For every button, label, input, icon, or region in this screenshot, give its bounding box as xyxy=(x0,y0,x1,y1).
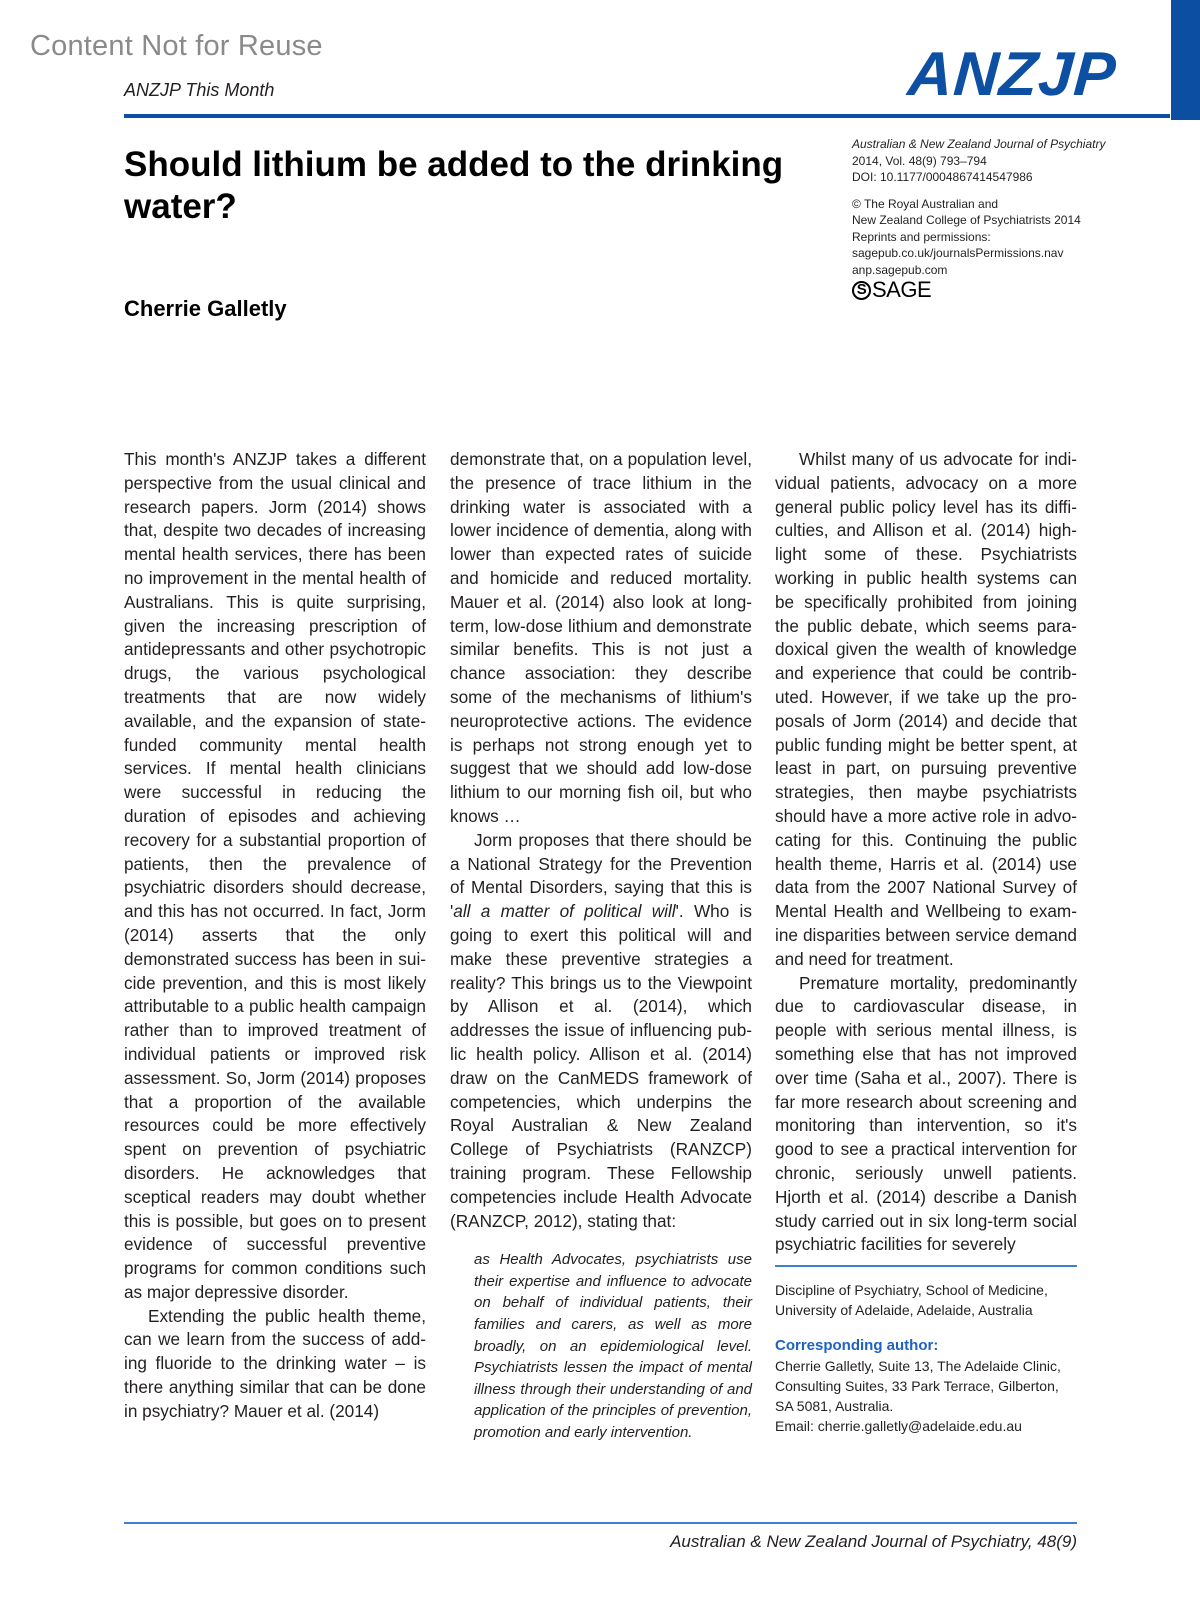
paragraph: Premature mortality, predominantly due to cardiovascular disease, in people with serious mental illness, is something else that has not improved over time (Saha et al., 2007). There is far more research about screening and monitoring than intervention, so it's good to see a practical intervention for chronic, seriously unwell patients. Hjorth et al. (2014) describe a Danish study carried out in six long-term social psychiatric facilities for severely xyxy=(775,972,1077,1255)
meta-reprints-link[interactable]: sagepub.co.uk/journalsPermissions.nav xyxy=(852,246,1064,260)
block-quote: as Health Advocates, psychiatrists use their expertise and influence to advocate on behalf of individual patients, their families and carers, as well as more broadly, on an epidemiological level. Psychiatrists lessen the impact of mental illness through their understanding of and application of the principles of prevention, promotion and early intervention. xyxy=(474,1251,752,1442)
brand-tab xyxy=(1171,0,1200,120)
sage-mark-icon: S xyxy=(852,281,871,300)
meta-journal-link[interactable]: anp.sagepub.com xyxy=(852,262,948,277)
affiliation-divider xyxy=(775,1265,1077,1267)
article-title: Should lithium be added to the drinking water? xyxy=(124,145,784,226)
watermark: Content Not for Reuse xyxy=(30,30,323,62)
body-column-3 xyxy=(775,448,1077,1257)
article-author: Cherrie Galletly xyxy=(124,296,287,321)
meta-volume: 2014, Vol. 48(9) 793–794 xyxy=(852,153,987,168)
publisher-logo xyxy=(852,277,1152,303)
header-divider xyxy=(124,114,1170,118)
meta-reprints: Reprints and permissions: xyxy=(852,229,991,244)
corresponding-address: Consulting Suites, 33 Park Terrace, Gilberton, xyxy=(775,1378,1059,1394)
paragraph: demonstrate that, on a population level, the presence of trace lithium in the drinking water is associated with a lower incidence of dementia, along with lower than expected rates of suicide and homicide and reduced mortality. Mauer et al. (2014) also look at long-term, low-dose lithium and demonstrate similar benefits. This is not just a chance association: they describe some of the mechanisms of lithium's neuroprotective actions. The evidence is perhaps not strong enough yet to suggest that we should add low-dose lithium to our morning fish oil, but who knows … xyxy=(450,449,752,826)
paragraph-text: Jorm proposes that there should be a National Strategy for the Prevention of Mental Disorders, saying that this is ' xyxy=(450,829,752,922)
paragraph-text: '. Who is going to exert this political will and make these preventive strategies a reality? This brings us to the Viewpoint by Allison et al. (2014), which addresses the issue of influencing public health policy. Allison et al. (2014) draw on the CanMEDS framework of competencies, which underpins the Royal Australian & New Zealand College of Psychiatrists (RANZCP) training program. These Fellowship competencies include Health Advocate (RANZCP, 2012), stating that: xyxy=(450,901,752,1231)
corresponding-author-label: Corresponding author: xyxy=(775,1337,939,1354)
journal-logo: ANZJP xyxy=(905,40,1119,109)
meta-copyright-1: © The Royal Australian and xyxy=(852,196,999,211)
meta-copyright-2: New Zealand College of Psychiatrists 2014 xyxy=(852,213,1081,227)
paragraph: This month's ANZJP takes a different perspective from the usual clinical and research papers. Jorm (2014) shows that, despite two decades of increasing mental health services, there has been no improvement in the mental health of Australians. This is quite surprising, given the increasing prescription of antidepressants and other psychotropic drugs, the various psychological treatments that are now widely available, and the expansion of state-funded community mental health services. If mental health clinicians were successful in reducing the duration of episodes and achieving recovery for a substantial proportion of patients, then the prevalence of psychiatric disorders should decrease, and this has not occurred. In fact, Jorm (2014) asserts that the only demonstrated success has been in suicide prevention, and this is most likely attributable to a public health campaign rather than to improved treatment of individual patients or improved risk assessment. So, Jorm (2014) proposes that a proportion of the available resources could be more effectively spent on prevention of psychiatric disorders. He acknowledges that sceptical readers may doubt whether this is possible, but goes on to present evidence of successful preventive programs for common conditions such as major depressive disorder. xyxy=(124,449,426,1302)
paragraph: Whilst many of us advocate for individual patients, advocacy on a more general public policy level has its difficulties, and Allison et al. (2014) highlight some of these. Psychiatrists working in public health systems can be specifically prohibited from joining the public debate, which seems paradoxical given the wealth of knowledge and experience that could be contributed. However, if we take up the proposals of Jorm (2014) and decide that public funding might be better spent, at least in part, on pursuing preventive strategies, then maybe psychiatrists should have a more active role in advocating for this. Continuing the public health theme, Harris et al. (2014) use data from the 2007 National Survey of Mental Health and Wellbeing to examine disparities between service demand and need for treatment. xyxy=(775,449,1077,969)
emphasis-quote: all a matter of political will xyxy=(453,901,676,922)
affiliation-block xyxy=(775,1280,1085,1436)
affiliation-line: Discipline of Psychiatry, School of Medicine, xyxy=(775,1282,1048,1298)
paragraph: Extending the public health theme, can we learn from the success of adding fluoride to the drinking water – is there anything similar that can be done in psychiatry? Mauer et al. (2014) xyxy=(124,1305,426,1421)
paragraph xyxy=(450,829,752,1234)
meta-doi[interactable]: DOI: 10.1177/0004867414547986 xyxy=(852,170,1033,184)
footer-journal-issue: Australian & New Zealand Journal of Psychiatry, 48(9) xyxy=(670,1532,1077,1551)
corresponding-address: Cherrie Galletly, Suite 13, The Adelaide Clinic, xyxy=(775,1358,1061,1374)
meta-journal: Australian & New Zealand Journal of Psychiatry xyxy=(852,137,1106,151)
corresponding-email[interactable]: Email: cherrie.galletly@adelaide.edu.au xyxy=(775,1418,1022,1434)
affiliation-line: University of Adelaide, Adelaide, Australia xyxy=(775,1302,1033,1318)
corresponding-address: SA 5081, Australia. xyxy=(775,1398,894,1414)
publisher-name: SAGE xyxy=(872,277,932,303)
body-column-2 xyxy=(450,448,752,1444)
section-label: ANZJP This Month xyxy=(124,80,275,100)
body-column-1 xyxy=(124,448,426,1424)
footer-divider xyxy=(124,1522,1077,1524)
publication-meta xyxy=(852,136,1152,303)
